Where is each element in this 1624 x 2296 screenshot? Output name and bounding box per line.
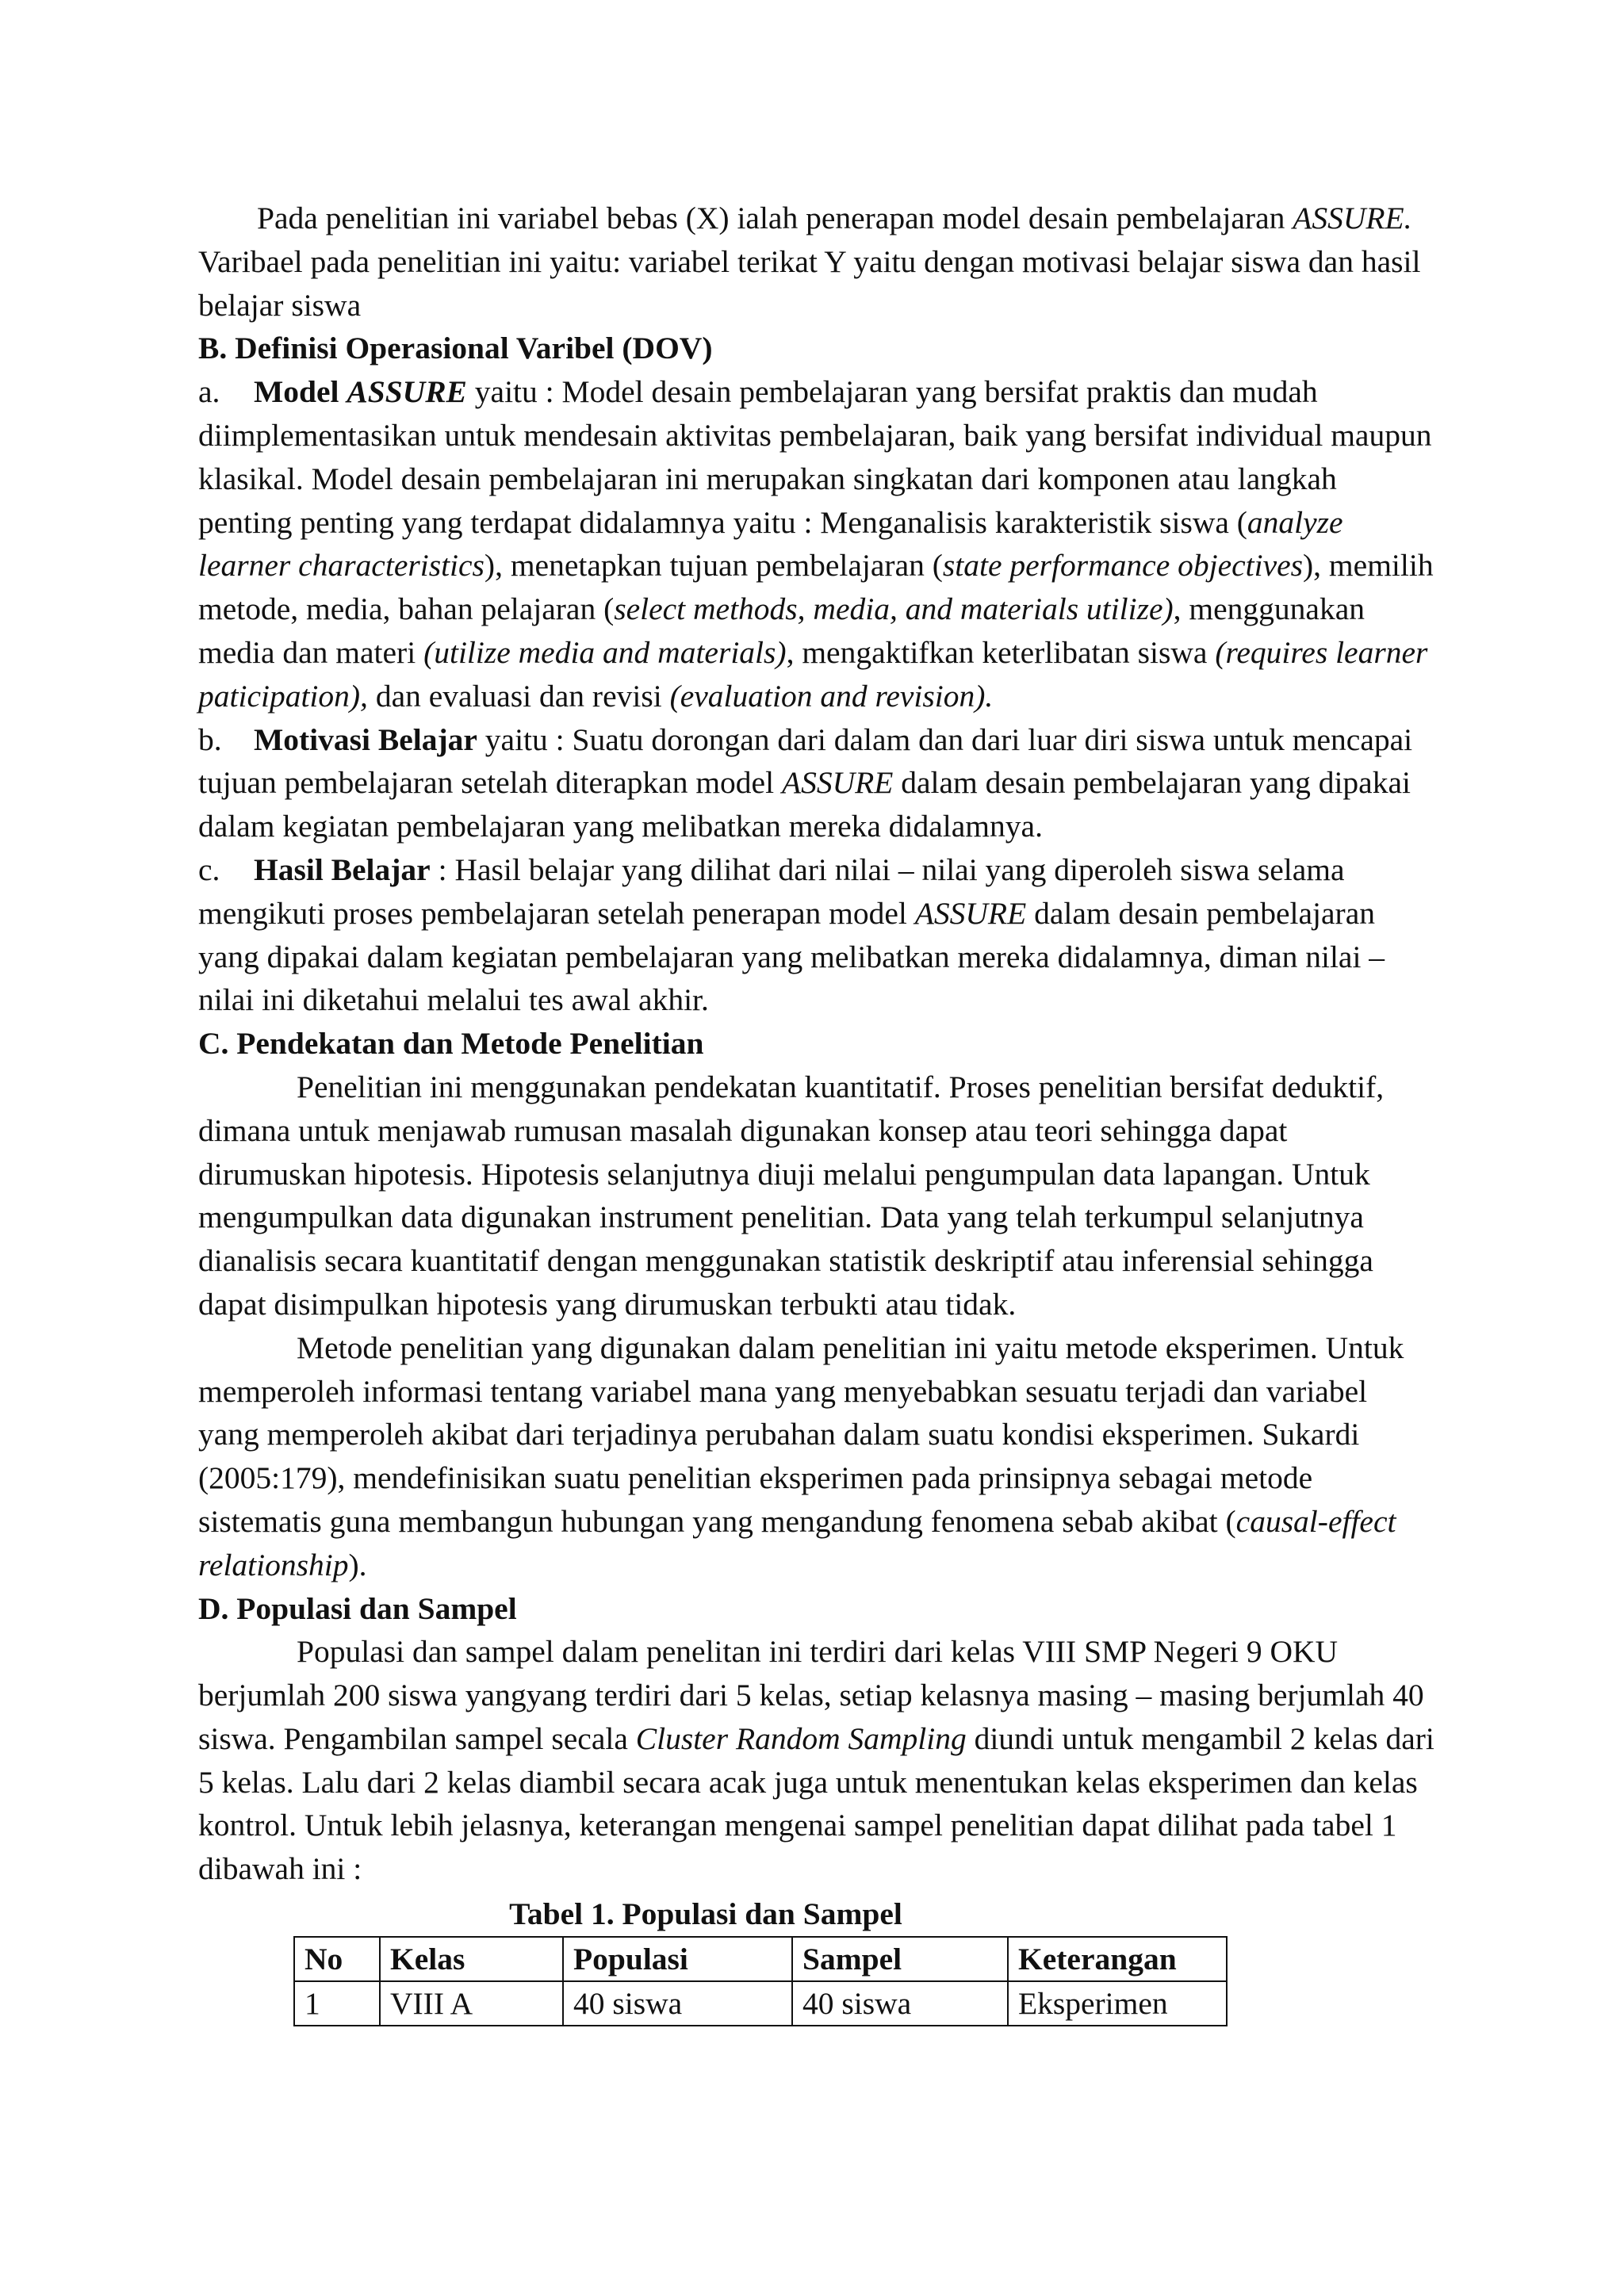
table-cell: 1 xyxy=(294,1981,380,2026)
list-marker: b. xyxy=(198,721,222,757)
paragraph-text: diundi untuk mengambil 2 kelas dari 5 kelas. Lalu dari 2 kelas diambil secara acak juga untuk menentukan kelas eksperimen dan kelas kontrol. Untuk lebih jelasnya, keterangan mengenai sampel penelitian dapat dilihat pada tabel 1 dibawah ini : xyxy=(198,1720,1434,1887)
section-c-paragraph-1: Penelitian ini menggunakan pendekatan kuantitatif. Proses penelitian bersifat deduktif, dimana untuk menjawab rumusan masalah digunakan konsep atau teori sehingga dapat dirumuskan hipotesis. Hipotesis selanjutnya diuji melalui pengumpulan data lapangan. Untuk mengumpulkan data digunakan instrument penelitian. Data yang telah terkumpul selanjutnya dianalisis secara kuantitatif dengan menggunakan statistik deskriptif atau inferensial sehingga dapat disimpulkan hipotesis yang dirumuskan terbukti atau tidak. xyxy=(198,1069,1385,1322)
definition-emphasis: analyze learner characteristics xyxy=(198,504,1343,584)
section-b-heading: B. Definisi Operasional Varibel (DOV) xyxy=(198,331,713,366)
definition-term: Model xyxy=(254,374,347,410)
table-header-cell: Sampel xyxy=(792,1937,1008,1981)
definition-term: Hasil Belajar xyxy=(254,851,431,887)
table-cell: 40 siswa xyxy=(792,1981,1008,2026)
definition-emphasis: ASSURE xyxy=(914,895,1027,931)
definition-text: , menggunakan media dan materi xyxy=(198,591,1365,670)
intro-paragraph xyxy=(198,197,1435,327)
definition-item-a xyxy=(198,370,1435,718)
definition-term: ASSURE xyxy=(347,374,467,410)
table-cell: 40 siswa xyxy=(563,1981,792,2026)
paragraph-text: Populasi dan sampel dalam penelitan ini terdiri dari kelas VIII SMP Negeri 9 OKU berjumlah 200 siswa yangyang terdiri dari 5 kelas, setiap kelasnya masing – masing berjumlah 40 siswa. Pengambilan sampel secala xyxy=(198,1634,1424,1756)
definition-emphasis: (utilize media and materials) xyxy=(423,634,787,670)
paragraph-text: ). xyxy=(348,1547,367,1582)
definition-emphasis: (evaluation and revision). xyxy=(669,678,994,714)
definition-text: , mengaktifkan keterlibatan siswa xyxy=(786,634,1216,670)
paragraph-emphasis: causal-effect relationship xyxy=(198,1503,1396,1582)
list-marker: a. xyxy=(198,374,220,410)
paragraph-emphasis: Cluster Random Sampling xyxy=(635,1720,967,1756)
table-header-cell: No xyxy=(294,1937,380,1981)
intro-text: Pada penelitian ini variabel bebas (X) ialah penerapan model desain pembelajaran xyxy=(257,201,1293,235)
definition-emphasis: select methods, media, and materials utilize) xyxy=(614,591,1174,627)
definition-text: dalam desain pembelajaran yang dipakai dalam kegiatan pembelajaran yang melibatkan mereka didalamnya, diman nilai – nilai ini diketahui melalui tes awal akhir. xyxy=(198,895,1385,1018)
table-header-cell: Keterangan xyxy=(1008,1937,1227,1981)
definition-emphasis: state performance objectives xyxy=(942,548,1304,584)
definition-emphasis: ASSURE xyxy=(781,765,894,801)
section-d-heading: D. Populasi dan Sampel xyxy=(198,1590,517,1626)
table-header-cell: Kelas xyxy=(380,1937,563,1981)
definition-text: ), memilih metode, media, bahan pelajaran ( xyxy=(198,548,1434,627)
intro-emphasis: ASSURE. xyxy=(1293,201,1412,235)
section-c-heading: C. Pendekatan dan Metode Penelitian xyxy=(198,1026,704,1062)
definition-text: dan evaluasi dan revisi xyxy=(367,678,670,714)
paragraph-text: Metode penelitian yang digunakan dalam penelitian ini yaitu metode eksperimen. Untuk memperoleh informasi tentang variabel mana yang menyebabkan sesuatu terjadi dan variabel yang memperoleh akibat dari terjadinya perubahan dalam suatu kondisi eksperimen. Sukardi (2005:179), mendefinisikan suatu penelitian eksperimen pada prinsipnya sebagai metode sistematis guna membangun hubungan yang mengandung fenomena sebab akibat ( xyxy=(198,1330,1404,1539)
definition-text: yaitu : Model desain pembelajaran yang bersifat praktis dan mudah diimplementasikan untuk mendesain aktivitas pembelajaran, baik yang bersifat individual maupun klasikal. Model desain pembelajaran ini merupakan singkatan dari komponen atau langkah penting penting yang terdapat didalamnya yaitu : Menganalisis karakteristik siswa ( xyxy=(198,374,1432,540)
page-content xyxy=(198,197,1435,2026)
definition-text: dalam desain pembelajaran yang dipakai dalam kegiatan pembelajaran yang melibatkan mereka didalamnya. xyxy=(198,765,1411,844)
table-header-cell: Populasi xyxy=(563,1937,792,1981)
table-row xyxy=(294,1981,1227,2026)
table-cell: VIII A xyxy=(380,1981,563,2026)
table-cell: Eksperimen xyxy=(1008,1981,1227,2026)
definition-term: Motivasi Belajar xyxy=(254,721,477,757)
section-d-paragraph xyxy=(198,1630,1435,1891)
population-sample-table xyxy=(293,1936,1228,2026)
definition-text: : Hasil belajar yang dilihat dari nilai – nilai yang diperoleh siswa selama mengikuti proses pembelajaran setelah penerapan model xyxy=(198,851,1345,931)
definition-emphasis: (requires learner paticipation), xyxy=(198,634,1428,714)
definition-item-b xyxy=(198,718,1435,848)
list-marker: c. xyxy=(198,851,220,887)
definition-text: yaitu : Suatu dorongan dari dalam dan dari luar diri siswa untuk mencapai tujuan pembelajaran setelah diterapkan model xyxy=(198,721,1413,801)
definition-text: ), menetapkan tujuan pembelajaran ( xyxy=(484,548,943,584)
definition-item-c xyxy=(198,848,1435,1022)
table-header-row xyxy=(294,1937,1227,1981)
intro-text: Varibael pada penelitian ini yaitu: variabel terikat Y yaitu dengan motivasi belajar siswa dan hasil belajar siswa xyxy=(198,243,1421,323)
section-c-paragraph-2 xyxy=(198,1326,1435,1587)
table-caption: Tabel 1. Populasi dan Sampel xyxy=(509,1896,902,1932)
